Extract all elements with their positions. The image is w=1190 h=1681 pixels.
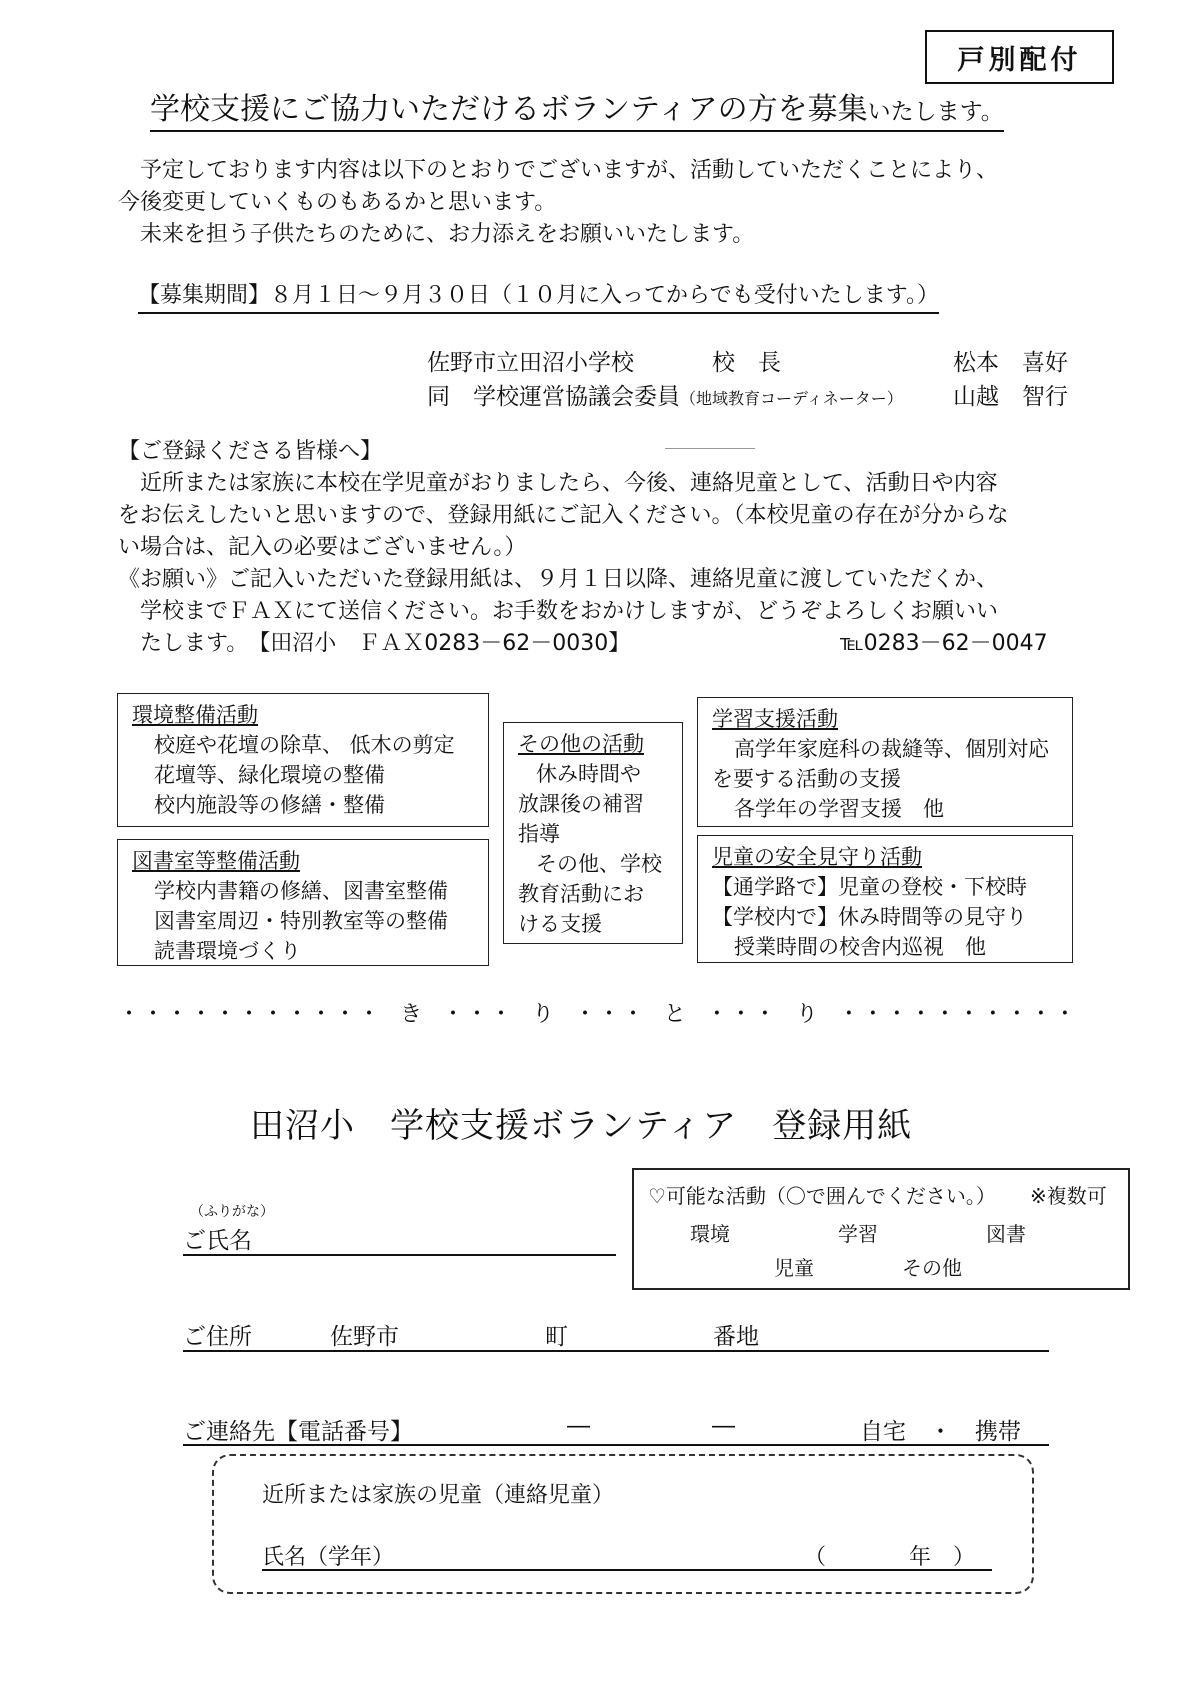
possible-activities-box xyxy=(632,1168,1130,1290)
phone-dash: ― xyxy=(567,1413,590,1439)
cut-dots: ・・・・・・・・・・・ xyxy=(118,1002,383,1027)
activity-other-line: その他、学校 xyxy=(536,852,662,876)
cut-dots: ・・・ xyxy=(573,1002,646,1027)
phone-type[interactable]: 自宅 ・ 携帯 xyxy=(860,1419,1021,1445)
address-field[interactable] xyxy=(183,1350,1049,1352)
contact-field[interactable] xyxy=(183,1444,1049,1446)
registrants-line-3: い場合は、記入の必要はございません。） xyxy=(118,535,527,560)
child-name-label: 氏名（学年） xyxy=(262,1545,395,1570)
child-name-field[interactable] xyxy=(262,1569,992,1571)
intro-line-3: 未来を担う子供たちのために、お力添えをお願いいたします。 xyxy=(140,222,755,247)
phone-dash: ― xyxy=(712,1413,735,1439)
activity-environment-line: 校内施設等の修繕・整備 xyxy=(154,793,385,817)
activity-learning-line: 各学年の学習支援 他 xyxy=(734,797,944,821)
council-name: 山越 智行 xyxy=(953,384,1068,410)
possible-activities-note: ※複数可 xyxy=(1030,1184,1107,1208)
address-town: 町 xyxy=(545,1324,568,1350)
page-title xyxy=(150,84,1004,132)
name-label: ご氏名 xyxy=(183,1228,252,1254)
distribution-stamp: 戸別配付 xyxy=(925,30,1114,84)
recruit-period: 【募集期間】８月１日～９月３０日（１０月に入ってからでも受付いたします。） xyxy=(138,278,939,314)
activity-library-line: 読書環境づくり xyxy=(154,939,301,963)
possible-activities-heading: ♡可能な活動（〇で囲んでください。） xyxy=(648,1184,996,1208)
address-label: ご住所 xyxy=(183,1324,252,1350)
child-heading: 近所または家族の児童（連絡児童） xyxy=(262,1483,615,1508)
cut-dots: ・・・・・・・・・・ xyxy=(837,1002,1078,1027)
activity-other xyxy=(503,722,683,944)
option-environment[interactable]: 環境 xyxy=(690,1222,730,1246)
activity-other-line: ける支援 xyxy=(518,912,602,936)
registrants-line-1: 近所または家族に本校在学児童がおりましたら、今後、連絡児童として、活動日や内容 xyxy=(140,471,998,496)
faint-rule xyxy=(665,448,755,449)
principal-name: 松本 喜好 xyxy=(953,350,1068,376)
activity-other-line: 指導 xyxy=(518,822,560,846)
request-line-3: たします。 【田沼小 ＦＡＸ0283－62－0030】 xyxy=(140,631,631,656)
activity-environment-line: 校庭や花壇の除草、 低木の剪定 xyxy=(154,733,455,757)
activity-other-line: 教育活動にお xyxy=(518,882,644,906)
furigana-label: （ふりがな） xyxy=(190,1204,274,1220)
activity-library-line: 学校内書籍の修繕、図書室整備 xyxy=(154,879,448,903)
name-field[interactable] xyxy=(183,1254,616,1256)
tel-number: ℡0283－62－0047 xyxy=(840,631,1048,656)
activity-safety xyxy=(697,835,1073,963)
activity-environment-line: 花壇等、緑化環境の整備 xyxy=(154,763,385,787)
cut-char: り xyxy=(795,1002,820,1027)
activity-other-title: その他の活動 xyxy=(518,732,644,756)
activity-learning-title: 学習支援活動 xyxy=(712,707,838,731)
cut-char: と xyxy=(663,1002,688,1027)
council-note: （地域教育コーディネーター） xyxy=(680,389,903,408)
option-library[interactable]: 図書 xyxy=(986,1222,1026,1246)
cut-char: き xyxy=(399,1002,424,1027)
activity-safety-line: 【学校内で】休み時間等の見守り xyxy=(712,905,1027,929)
activity-safety-title: 児童の安全見守り活動 xyxy=(712,845,922,869)
activity-other-line: 放課後の補習 xyxy=(518,792,644,816)
title-main: 学校支援にご協力いただけるボランティアの方を募集 xyxy=(150,92,868,127)
activity-library-title: 図書室等整備活動 xyxy=(132,849,300,873)
child-info-box xyxy=(212,1454,1034,1594)
intro-line-2: 今後変更していくものもあるかと思います。 xyxy=(118,190,557,215)
activity-learning xyxy=(697,697,1073,827)
address-number: 番地 xyxy=(713,1324,759,1350)
activity-environment xyxy=(117,693,489,827)
activity-learning-line: を要する活動の支援 xyxy=(712,767,901,791)
activity-safety-line: 【通学路で】児童の登校・下校時 xyxy=(712,875,1027,899)
title-tail: いたします。 xyxy=(867,99,1004,125)
cut-line xyxy=(118,997,1078,1028)
cut-dots: ・・・ xyxy=(441,1002,514,1027)
request-line-1: 《お願い》ご記入いただいた登録用紙は、９月１日以降、連絡児童に渡していただくか、 xyxy=(118,567,999,592)
grade-close: 年 ） xyxy=(909,1545,976,1570)
activity-library-line: 図書室周辺・特別教室等の整備 xyxy=(154,909,448,933)
cut-char: り xyxy=(531,1002,556,1027)
council-member xyxy=(427,378,903,411)
address-city: 佐野市 xyxy=(330,1324,399,1350)
activity-learning-line: 高学年家庭科の裁縫等、個別対応 xyxy=(734,737,1049,761)
registrants-line-2: をお伝えしたいと思いますので、登録用紙にご記入ください。（本校児童の存在が分からな xyxy=(118,503,1009,528)
grade-open: （ xyxy=(804,1545,827,1570)
school-name: 佐野市立田沼小学校 xyxy=(427,350,634,376)
option-children[interactable]: 児童 xyxy=(774,1256,814,1280)
intro-line-1: 予定しております内容は以下のとおりでございますが、活動していただくことにより、 xyxy=(140,158,999,183)
option-learning[interactable]: 学習 xyxy=(838,1222,878,1246)
contact-label: ご連絡先【電話番号】 xyxy=(183,1419,413,1445)
activity-library xyxy=(117,839,489,966)
request-line-2: 学校までＦＡＸにて送信ください。お手数をおかけしますが、どうぞよろしくお願いい xyxy=(140,599,999,624)
cut-dots: ・・・ xyxy=(705,1002,778,1027)
option-other[interactable]: その他 xyxy=(902,1256,962,1280)
principal-title: 校 長 xyxy=(712,350,781,376)
activity-environment-title: 環境整備活動 xyxy=(132,703,258,727)
council-prefix: 同 学校運営協議会委員 xyxy=(427,384,680,410)
registrants-heading: 【ご登録くださる皆様へ】 xyxy=(118,439,383,464)
activity-other-line: 休み時間や xyxy=(536,762,641,786)
form-title: 田沼小 学校支援ボランティア 登録用紙 xyxy=(250,1106,913,1146)
activity-safety-line: 授業時間の校舎内巡視 他 xyxy=(734,935,986,959)
